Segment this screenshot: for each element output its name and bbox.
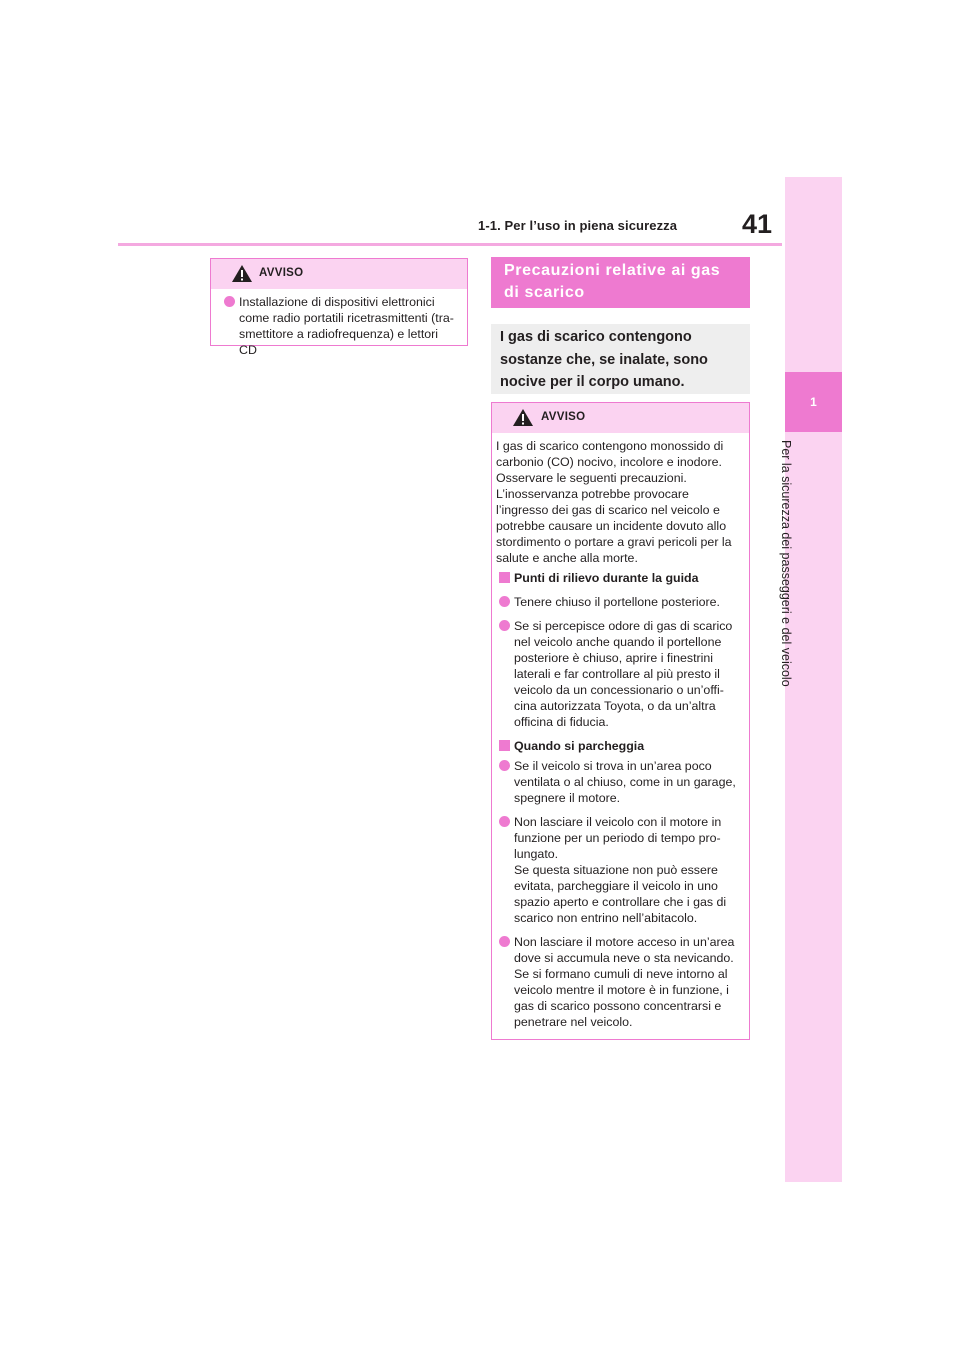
header-divider: [118, 243, 782, 246]
bullet-text: Tenere chiuso il portellone posteriore.: [514, 595, 720, 609]
bullet-item: [496, 618, 741, 730]
bullet-dot-icon: [224, 296, 235, 307]
section-title-banner: [491, 257, 750, 308]
warning-intro-text: I gas di scarico contengono monossido di carbonio (CO) nocivo, incolore e inodore. Osservare le seguenti precauzioni. L’inosservanza potrebbe provocare l’ingresso dei gas di scarico nel veicolo e potrebbe causare un incidente dovuto allo stordimento o portare a gravi pericoli per la salute e anche alla morte.: [496, 439, 732, 565]
square-bullet-icon: [499, 740, 510, 751]
page-number: 41: [742, 209, 773, 239]
bullet-item: [496, 814, 741, 926]
chapter-number: 1: [810, 395, 817, 409]
bullet-item: [496, 934, 741, 1030]
warning-box-left: [210, 258, 468, 357]
chapter-title: Per la sicurezza dei passeggeri e del veicolo: [779, 440, 793, 687]
section-title: Precauzioni relative ai gas di scarico: [504, 262, 721, 301]
square-bullet-icon: [499, 572, 510, 583]
bullet-text: Non lasciare il veicolo con il motore in funzione per un periodo di tempo pro- lungato. Se questa situazione non può essere evitata, parcheggiare il veicolo in uno spazio aperto e controllare che i gas di scarico non entrino nell’abitacolo.: [514, 815, 727, 925]
warning-label: AVVISO: [541, 411, 586, 423]
section-intro-box: [491, 324, 750, 394]
warning-box-right: [491, 402, 750, 1040]
subheading-text: Punti di rilievo durante la guida: [514, 571, 699, 585]
bullet-text: Installazione di dispositivi elettronici come radio portatili ricetrasmittenti (tra- smettitore a radiofrequenza) e lettori CD: [239, 295, 454, 357]
warning-triangle-icon: [512, 408, 534, 427]
warning-triangle-icon: [231, 264, 253, 283]
bullet-item: [496, 594, 741, 610]
section-intro: I gas di scarico contengono sostanze che, se inalate, sono nocive per il corpo umano.: [500, 329, 708, 390]
bullet-dot-icon: [499, 816, 510, 827]
bullet-text: Se il veicolo si trova in un’area poco ventilata o al chiuso, come in un garage, spegnere il motore.: [514, 759, 736, 805]
bullet-item: [221, 294, 459, 358]
bullet-item: [496, 758, 741, 806]
subheading-text: Quando si parcheggia: [514, 739, 645, 753]
bullet-dot-icon: [499, 760, 510, 771]
bullet-dot-icon: [499, 596, 510, 607]
subheading-parking: [496, 738, 741, 754]
running-header-title: 1-1. Per l’uso in piena sicurezza: [478, 218, 678, 233]
subheading-driving: [496, 570, 741, 586]
warning-header: [211, 259, 467, 289]
bullet-text: Se si percepisce odore di gas di scarico nel veicolo anche quando il portellone posteriore è chiuso, aprire i finestrini laterali e far controllare al più presto il veicolo da un concessionario o un’offi- cina autorizzata Toyota, o da un’altra officina di fiducia.: [514, 619, 733, 729]
bullet-dot-icon: [499, 936, 510, 947]
warning-header: [492, 403, 749, 433]
warning-body: [211, 289, 467, 358]
chapter-title-vertical: [779, 440, 810, 730]
bullet-text: Non lasciare il motore acceso in un’area dove si accumula neve o sta nevicando. Se si formano cumuli di neve intorno al veicolo mentre il motore è in funzione, i gas di scarico possono concentrarsi e penetrare nel veicolo.: [514, 935, 735, 1029]
chapter-number-tab: [785, 372, 842, 432]
bullet-dot-icon: [499, 620, 510, 631]
warning-label: AVVISO: [259, 267, 304, 279]
warning-body: [492, 433, 749, 1030]
